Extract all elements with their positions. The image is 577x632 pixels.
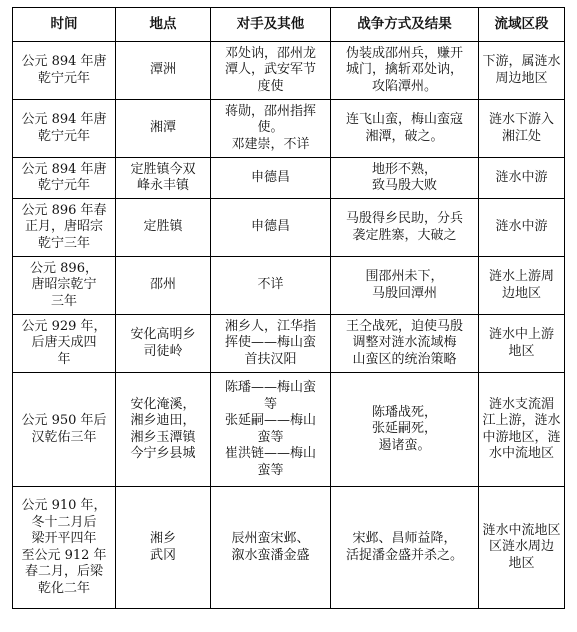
cell-time: [13, 199, 116, 257]
cell-place: [116, 100, 211, 158]
cell-line: 涟水下游入: [488, 112, 554, 127]
cell-line: 潭人，武安军节: [224, 62, 316, 78]
cell-line: 湘乡: [149, 531, 176, 546]
cell-line: 定胜镇: [143, 219, 183, 235]
header-opponent: 对手及其他: [211, 8, 331, 42]
cell-line: 陈璠——梅山蛮: [224, 380, 316, 395]
cell-place: [116, 257, 211, 315]
cell-line: 湘潭: [149, 120, 176, 136]
cell-place: [116, 487, 211, 609]
cell-time: [13, 373, 116, 487]
cell-line: 乾宁元年: [37, 70, 90, 86]
cell-place: [116, 199, 211, 257]
cell-line: 辰州蛮宋邺、: [231, 531, 310, 546]
cell-line: 潭洲: [149, 62, 176, 78]
cell-line: 地区: [508, 555, 535, 571]
cell-line: 攻陷潭州。: [371, 78, 437, 94]
cell-line: 公元 894 年唐: [21, 161, 107, 177]
cell-line: 涟水中游: [495, 169, 548, 185]
cell-line: 水中流地区: [488, 446, 554, 461]
cell-line: 蛮等: [257, 429, 284, 445]
cell-line: 遏诸蛮。: [378, 437, 431, 453]
header-row: [13, 8, 565, 42]
cell-place: [116, 315, 211, 373]
cell-line: 司徒岭: [143, 343, 183, 359]
cell-line: 周边地区: [495, 70, 548, 86]
cell-line: 湘乡迪田，: [130, 413, 196, 428]
cell-line: 今宁乡县城: [130, 446, 196, 461]
cell-place: [116, 158, 211, 199]
cell-line: 三年: [50, 293, 77, 309]
cell-line: 公元 896 年春: [21, 202, 107, 218]
cell-line: 蛮等: [257, 462, 284, 478]
cell-line: 湘乡人，江华指: [224, 318, 316, 334]
cell-line: 涟水中游: [495, 219, 548, 235]
cell-result: [331, 257, 479, 315]
cell-line: 涟水上游周: [488, 269, 554, 284]
header-time: 时间: [13, 8, 116, 42]
table-row: [13, 373, 565, 487]
table-row: [13, 100, 565, 158]
table-row: [13, 158, 565, 199]
cell-line: 挥使——梅山蛮: [224, 335, 316, 351]
cell-line: 安化高明乡: [130, 327, 196, 342]
cell-line: 宋邺、昌师益降，: [352, 531, 457, 546]
cell-line: 陈璠战死，: [371, 404, 437, 420]
cell-line: 公元 894 年唐: [21, 54, 107, 69]
cell-line: 乾宁元年: [37, 178, 90, 193]
cell-time: [13, 100, 116, 158]
cell-line: 地形不熟，: [371, 161, 437, 177]
cell-line: 城门，擒斩邓处讷，: [345, 62, 463, 78]
cell-line: 申德昌: [250, 169, 290, 185]
cell-line: 王仝战死，迫使马殷: [345, 318, 463, 334]
cell-line: 山蛮区的统治策略: [352, 351, 457, 367]
cell-line: 定胜镇今双: [130, 161, 196, 177]
header-place: 地点: [116, 8, 211, 42]
cell-region: [479, 158, 565, 199]
cell-line: 江上游，涟水: [482, 413, 561, 428]
cell-time: [13, 487, 116, 609]
cell-line: 武冈: [149, 547, 176, 563]
cell-opponent: [211, 100, 331, 158]
cell-line: 春二月，后梁: [24, 564, 103, 579]
cell-line: 乾宁三年: [37, 235, 90, 251]
cell-time: [13, 257, 116, 315]
cell-line: 致马殷大败: [371, 178, 437, 193]
table-row: [13, 42, 565, 100]
cell-region: [479, 100, 565, 158]
cell-time: [13, 315, 116, 373]
cell-result: [331, 42, 479, 100]
cell-line: 伪装成邵州兵，赚开: [345, 45, 463, 61]
cell-line: 袭定胜寨，大破之: [352, 227, 457, 243]
cell-opponent: [211, 315, 331, 373]
cell-line: 调整对涟水流域梅: [352, 335, 457, 351]
cell-line: 申德昌: [250, 219, 290, 235]
cell-line: 公元 929 年，: [21, 318, 107, 334]
cell-line: 湘江处: [501, 128, 541, 144]
cell-line: 公元 950 年后: [21, 413, 107, 428]
cell-line: 汉乾佑三年: [31, 429, 97, 445]
cell-opponent: [211, 199, 331, 257]
cell-line: 湘潭，破之。: [365, 128, 444, 144]
cell-line: 地区: [508, 343, 535, 359]
cell-line: 度使: [257, 78, 284, 94]
cell-line: 张延嗣死，: [371, 421, 437, 437]
cell-region: [479, 315, 565, 373]
cell-line: 公元 896，: [30, 260, 98, 276]
cell-line: 活捉潘金盛并杀之。: [345, 547, 463, 563]
cell-line: 至公元 912 年: [21, 547, 107, 563]
cell-line: 马殷回潭州: [371, 285, 437, 301]
cell-line: 涟水中上游: [488, 327, 554, 342]
cell-line: 蒋勋，邵州指挥: [224, 103, 316, 119]
cell-result: [331, 373, 479, 487]
cell-time: [13, 158, 116, 199]
cell-line: 涟水支流湄: [488, 396, 554, 412]
cell-line: 连飞山蛮，梅山蛮寇: [345, 112, 463, 127]
cell-line: 马殷得乡民助，分兵: [345, 211, 463, 226]
cell-line: 邓处讷，邵州龙: [224, 45, 316, 61]
cell-region: [479, 487, 565, 609]
header-result: 战争方式及结果: [331, 8, 479, 42]
cell-line: 首扶汉阳: [244, 351, 297, 367]
cell-line: 安化淹溪，: [130, 396, 196, 412]
cell-line: 不详: [257, 277, 284, 293]
cell-line: 邵州: [149, 277, 176, 293]
cell-line: 湘乡玉潭镇: [130, 429, 196, 445]
cell-result: [331, 100, 479, 158]
cell-result: [331, 199, 479, 257]
cell-place: [116, 373, 211, 487]
cell-line: 冬十二月后: [31, 514, 97, 530]
cell-line: 唐昭宗乾宁: [31, 277, 97, 293]
cell-line: 公元 894 年唐: [21, 112, 107, 127]
cell-region: [479, 257, 565, 315]
cell-region: [479, 373, 565, 487]
cell-line: 围邵州未下，: [365, 269, 444, 284]
cell-opponent: [211, 373, 331, 487]
cell-line: 公元 910 年，: [21, 498, 107, 513]
cell-line: 使。: [257, 120, 284, 136]
cell-result: [331, 487, 479, 609]
cell-line: 乾宁元年: [37, 128, 90, 144]
cell-line: 溆水蛮潘金盛: [231, 547, 310, 563]
cell-line: 正月，唐昭宗: [24, 219, 103, 235]
cell-line: 中游地区，涟: [482, 429, 561, 445]
war-table: [12, 7, 565, 609]
table-container: [12, 7, 564, 609]
table-row: [13, 487, 565, 609]
cell-line: 邓建崇，不详: [231, 136, 310, 152]
cell-line: 乾化二年: [37, 580, 90, 596]
header-region: 流域区段: [479, 8, 565, 42]
cell-line: 区涟水周边: [488, 539, 554, 555]
table-row: [13, 199, 565, 257]
cell-result: [331, 158, 479, 199]
cell-opponent: [211, 42, 331, 100]
table-row: [13, 257, 565, 315]
cell-region: [479, 199, 565, 257]
cell-line: 张延嗣——梅山: [224, 413, 316, 428]
cell-line: 下游，属涟水: [482, 54, 561, 69]
cell-opponent: [211, 158, 331, 199]
cell-opponent: [211, 257, 331, 315]
cell-line: 后唐天成四: [31, 335, 97, 351]
cell-opponent: [211, 487, 331, 609]
table-body: [13, 42, 565, 609]
cell-line: 边地区: [501, 285, 541, 301]
cell-line: 崔洪链——梅山: [224, 446, 316, 461]
cell-line: 涟水中流地区: [482, 522, 561, 538]
table-row: [13, 315, 565, 373]
cell-time: [13, 42, 116, 100]
cell-line: 年: [57, 351, 71, 367]
cell-line: 峰永丰镇: [136, 178, 189, 193]
cell-region: [479, 42, 565, 100]
cell-line: 梁开平四年: [31, 531, 97, 546]
cell-line: 等: [263, 396, 277, 412]
cell-result: [331, 315, 479, 373]
cell-place: [116, 42, 211, 100]
